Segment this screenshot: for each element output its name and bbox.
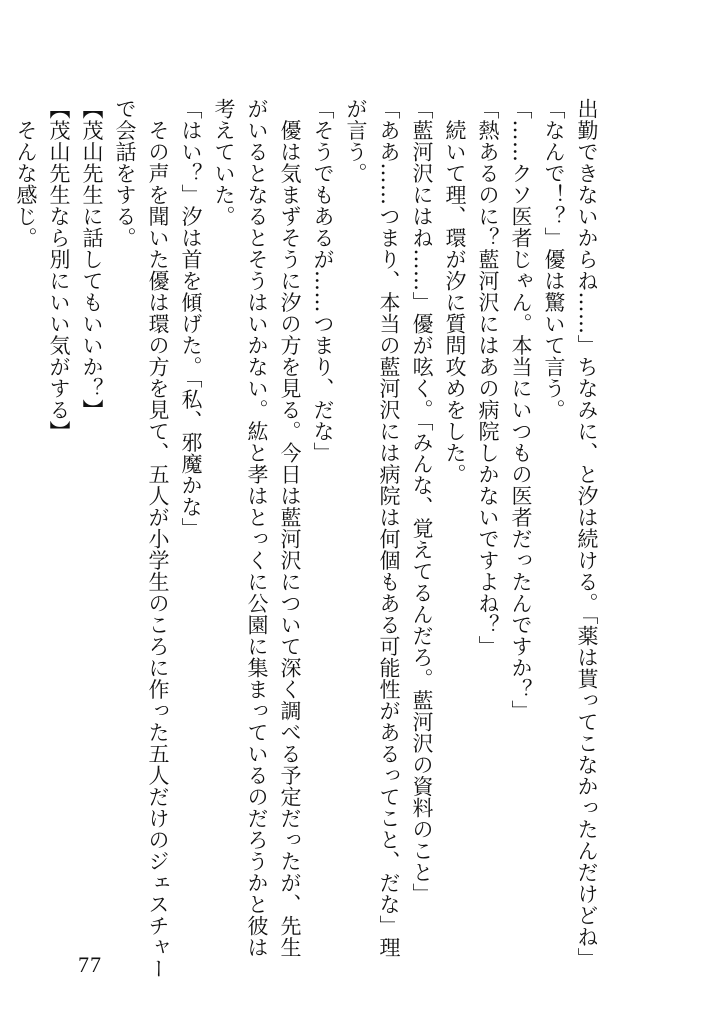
text-line: 「はい？」汐は首を傾げた。「私、邪魔かな」 bbox=[179, 98, 203, 539]
text-line: 「そうでもあるが……つまり、だな」 bbox=[311, 98, 335, 464]
text-line: 出勤できないからね……」ちなみに、と汐は続ける。「薬は貰ってこなかったんだけどね」 bbox=[575, 98, 599, 969]
text-line: で会話をする。 bbox=[113, 98, 137, 249]
text-line: 「なんで！？」優は驚いて言う。 bbox=[542, 98, 566, 421]
text-line: がいるとなるとそうはいかない。紘と孝はとっくに公園に集まっているのだろうかと彼は bbox=[245, 98, 269, 958]
page-number: 77 bbox=[78, 952, 102, 977]
text-line: 続いて理、環が汐に質問攻めをした。 bbox=[443, 98, 467, 485]
text-line: 「ああ……つまり、本当の藍河沢には病院は何個もある可能性があるってこと、だな」理 bbox=[377, 98, 401, 958]
text-line: そんな感じ。 bbox=[14, 98, 38, 249]
text-line: 【茂山先生に話してもいいか？】 bbox=[80, 98, 104, 421]
text-line: 優は気まずそうに汐の方を見る。今日は藍河沢について深く調べる予定だったが、先生 bbox=[278, 98, 302, 958]
text-line: 「……クソ医者じゃん。本当にいつもの医者だったんですか？」 bbox=[509, 98, 533, 722]
text-line: が言う。 bbox=[344, 98, 368, 184]
text-line: 「熱あるのに？藍河沢にはあの病院しかないですよね？」 bbox=[476, 98, 500, 657]
text-line: 「藍河沢にはね……」優が呟く。「みんな、覚えてるんだろ。藍河沢の資料のこと」 bbox=[410, 98, 434, 905]
text-line: その声を聞いた優は環の方を見て、五人が小学生のころに作った五人だけのジェスチャー bbox=[146, 98, 170, 980]
text-line: 【茂山先生なら別にいい気がする】 bbox=[47, 98, 71, 442]
text-line: 考えていた。 bbox=[212, 98, 236, 227]
